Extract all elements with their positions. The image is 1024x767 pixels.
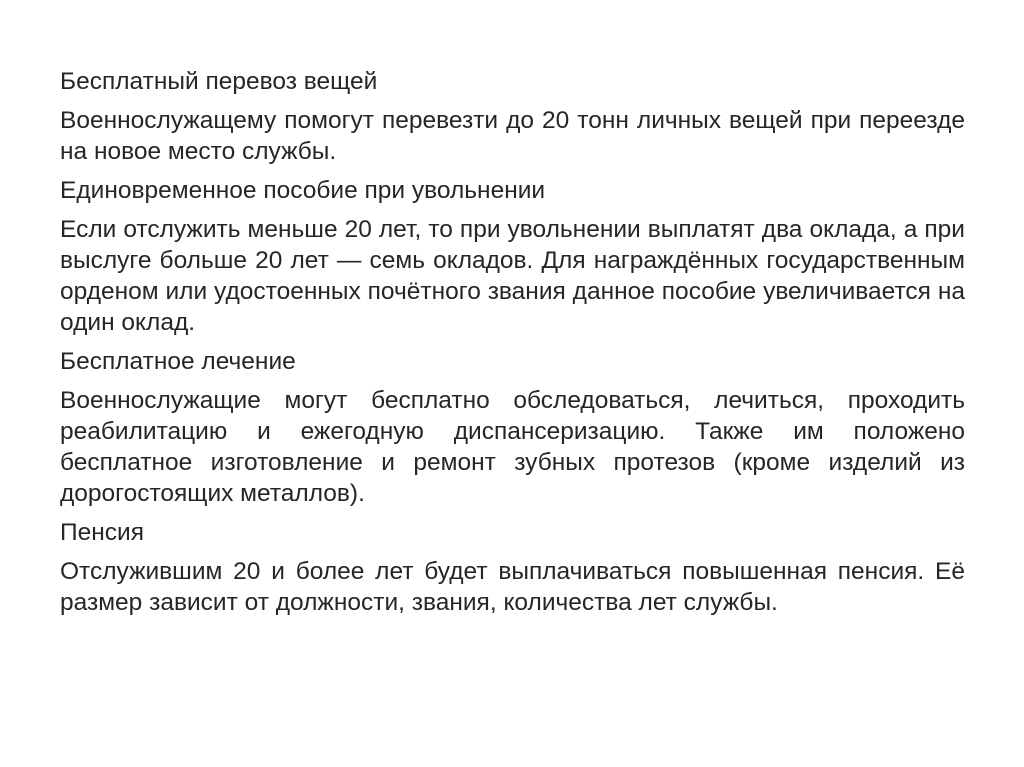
section-heading: Бесплатный перевоз вещей [60,68,378,95]
section-heading: Пенсия [60,519,144,546]
section-text: Отслужившим 20 и более лет будет выплачиваться повышенная пенсия. Её размер зависит от должности, звания, количества лет службы. [60,558,965,616]
section-text: Военнослужащему помогут перевезти до 20 тонн личных вещей при переезде на новое место службы. [60,107,965,165]
section-heading: Бесплатное лечение [60,348,296,375]
section-free-treatment [60,346,965,509]
section-text: Военнослужащие могут бесплатно обследоваться, лечиться, проходить реабилитацию и ежегодную диспансеризацию. Также им положено бесплатное изготовление и ремонт зубных протезов (кроме изделий из дорогостоящих металлов). [60,387,965,507]
slide-content [60,66,965,626]
section-pension [60,517,965,618]
section-text: Если отслужить меньше 20 лет, то при увольнении выплатят два оклада, а при выслуге больше 20 лет — семь окладов. Для награждённых государственным орденом или удостоенных почётного звания данное пособие увеличивается на один оклад. [60,216,965,336]
section-heading: Единовременное пособие при увольнении [60,177,546,204]
section-severance-allowance [60,175,965,338]
section-free-transport [60,66,965,167]
